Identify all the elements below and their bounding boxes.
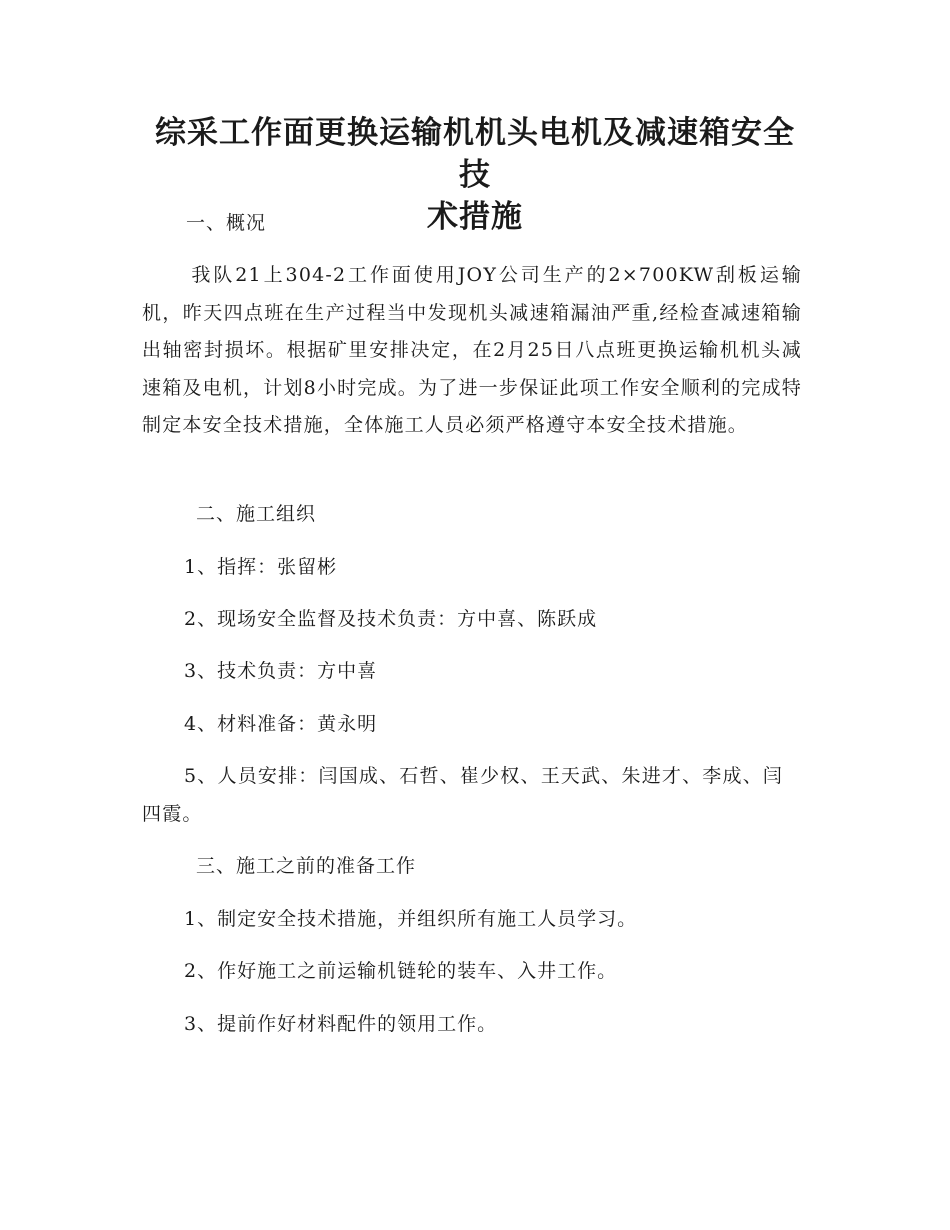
organization-item-personnel: 5、人员安排：闫国成、石哲、崔少权、王天武、朱进才、李成、闫四霞。 bbox=[142, 765, 784, 825]
organization-item-commander: 1、指挥：张留彬 bbox=[184, 556, 338, 578]
section-heading-organization: 二、施工组织 bbox=[196, 503, 317, 525]
section-heading-overview: 一、概况 bbox=[186, 212, 267, 234]
overview-paragraph: 我队21上304-2工作面使用JOY公司生产的2×700KW刮板运输机，昨天四点班在生产过程当中发现机头减速箱漏油严重,经检查减速箱输出轴密封损坏。根据矿里安排决定，在2月25日八点班更换运输机机头减速箱及电机，计划8小时完成。为了进一步保证此项工作安全顺利的完成特制定本安全技术措施，全体施工人员必须严格遵守本安全技术措施。 bbox=[142, 264, 802, 436]
preparation-item-measures: 1、制定安全技术措施，并组织所有施工人员学习。 bbox=[184, 908, 638, 930]
title-line-2: 术措施 bbox=[427, 199, 523, 235]
organization-item-technical-lead: 3、技术负责：方中喜 bbox=[184, 660, 378, 682]
preparation-item-sprocket: 2、作好施工之前运输机链轮的装车、入井工作。 bbox=[184, 960, 618, 982]
section-heading-preparation: 三、施工之前的准备工作 bbox=[196, 855, 417, 877]
title-line-1: 综采工作面更换运输机机头电机及减速箱安全技 bbox=[155, 115, 795, 193]
preparation-item-materials: 3、提前作好材料配件的领用工作。 bbox=[184, 1013, 498, 1035]
organization-item-safety-supervisor: 2、现场安全监督及技术负责：方中喜、陈跃成 bbox=[184, 608, 598, 630]
organization-item-materials: 4、材料准备：黄永明 bbox=[184, 713, 378, 735]
